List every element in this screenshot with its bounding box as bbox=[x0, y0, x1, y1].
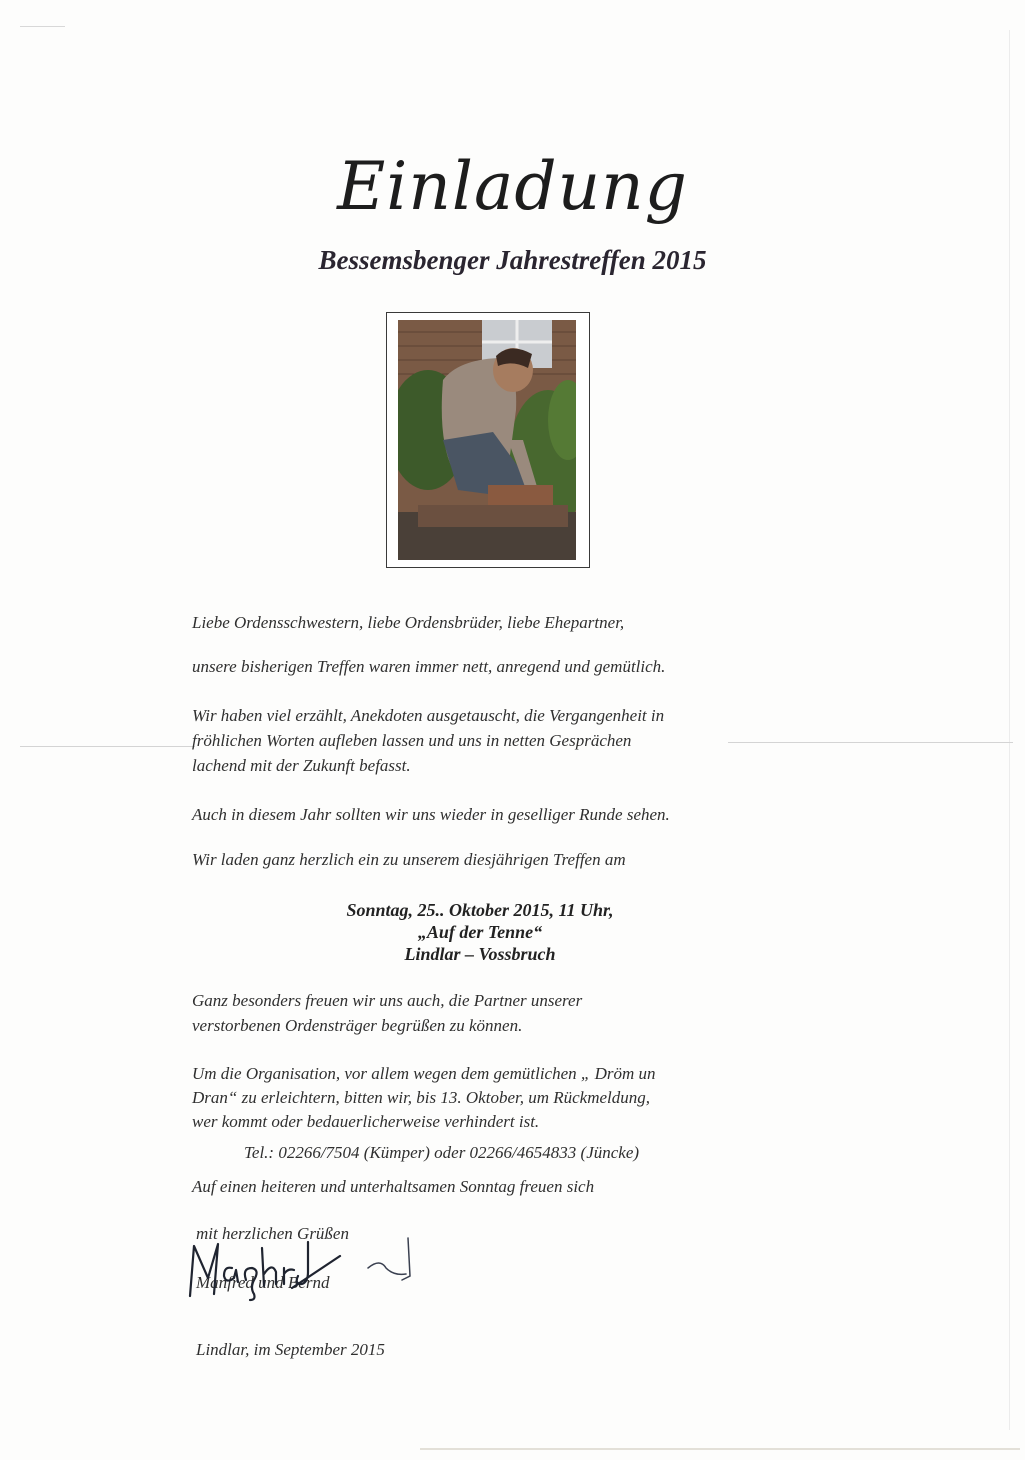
closing-greeting: mit herzlichen Grüßen bbox=[196, 1224, 349, 1243]
event-place: Lindlar – Vossbruch bbox=[404, 944, 556, 964]
paragraph-2-line-2: fröhlichen Worten aufleben lassen und uns in netten Gesprächen bbox=[192, 731, 632, 750]
paragraph-5-line-2: verstorbenen Ordensträger begrüßen zu können. bbox=[192, 1016, 523, 1035]
statue-photo-icon bbox=[398, 320, 576, 560]
fold-line bbox=[20, 746, 195, 747]
scan-artifact bbox=[20, 26, 65, 27]
paragraph-2-line-3: lachend mit der Zukunft befasst. bbox=[192, 756, 411, 775]
paragraph-1: unsere bisherigen Treffen waren immer nett, anregend und gemütlich. bbox=[192, 657, 666, 676]
event-date: Sonntag, 25.. Oktober 2015, 11 Uhr, bbox=[346, 900, 614, 920]
paragraph-3: Auch in diesem Jahr sollten wir uns wieder in geselliger Runde sehen. bbox=[192, 805, 670, 824]
place-and-date: Lindlar, im September 2015 bbox=[196, 1340, 385, 1359]
event-subtitle: Bessemsbenger Jahrestreffen 2015 bbox=[318, 245, 707, 275]
event-venue: „Auf der Tenne“ bbox=[417, 922, 543, 942]
scan-artifact bbox=[1009, 30, 1010, 1430]
paragraph-7: Auf einen heiteren und unterhaltsamen Sonntag freuen sich bbox=[192, 1177, 595, 1196]
photo-frame bbox=[386, 312, 590, 568]
paragraph-6-line-1: Um die Organisation, vor allem wegen dem gemütlichen „ Dröm un bbox=[192, 1064, 656, 1083]
paragraph-6-line-3: wer kommt oder bedauerlicherweise verhindert ist. bbox=[192, 1112, 540, 1131]
invitation-title: Einladung bbox=[337, 148, 688, 225]
closing-names: Manfred und Bernd bbox=[196, 1273, 330, 1292]
greeting-line: Liebe Ordensschwestern, liebe Ordensbrüder, liebe Ehepartner, bbox=[192, 613, 625, 632]
scan-artifact bbox=[420, 1448, 1020, 1450]
phone-line: Tel.: 02266/7504 (Kümper) oder 02266/4654833 (Jüncke) bbox=[244, 1143, 640, 1162]
paragraph-6-line-2: Dran“ zu erleichtern, bitten wir, bis 13. Oktober, um Rückmeldung, bbox=[192, 1088, 651, 1107]
paragraph-2-line-1: Wir haben viel erzählt, Anekdoten ausgetauscht, die Vergangenheit in bbox=[192, 706, 665, 725]
paragraph-5-line-1: Ganz besonders freuen wir uns auch, die Partner unserer bbox=[192, 991, 583, 1010]
paragraph-4: Wir laden ganz herzlich ein zu unserem diesjährigen Treffen am bbox=[192, 850, 626, 869]
handwritten-signature-icon bbox=[180, 1228, 420, 1303]
